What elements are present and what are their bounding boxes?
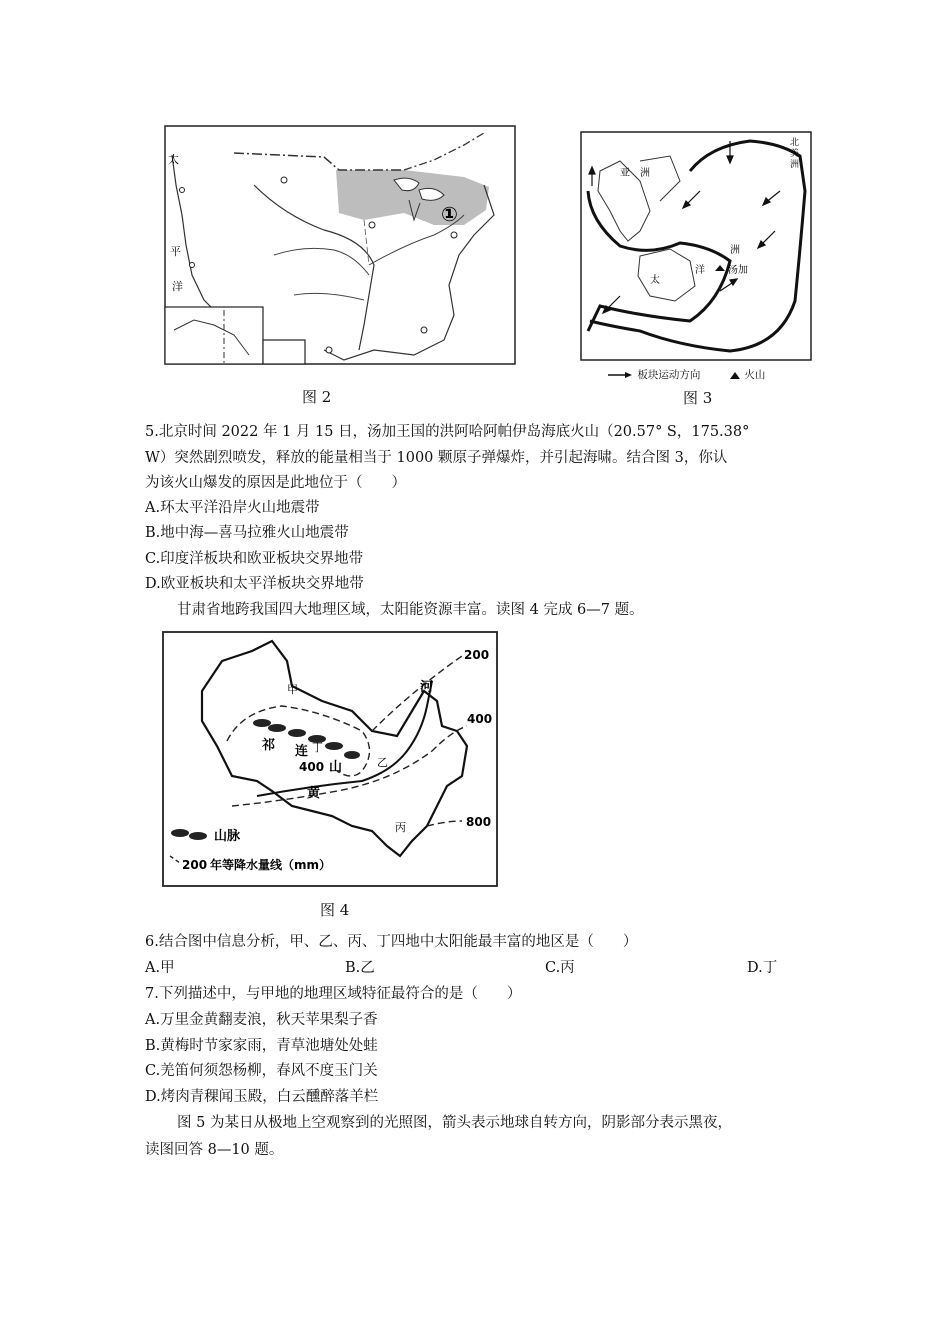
fig4-label-jia: 甲 bbox=[287, 683, 298, 696]
fig4-label-ding: 丁 bbox=[312, 741, 323, 754]
fig3-label-north: 北 bbox=[790, 138, 800, 148]
figure-3-legend bbox=[608, 367, 765, 382]
q7-option-d: D.烤肉青稞闻玉殿，白云醺醉落羊栏 bbox=[145, 1089, 379, 1105]
q7-stem: 7.下列描述中，与甲地的地理区域特征最符合的是（ ） bbox=[145, 986, 522, 1002]
legend-iso-value: 200 bbox=[182, 858, 208, 872]
fig4-label-shan: 山 bbox=[329, 760, 343, 775]
mountain-icon bbox=[171, 829, 189, 837]
fig3-label-yang: 洋 bbox=[695, 265, 705, 276]
q6-option-d: D.丁 bbox=[747, 960, 778, 976]
q5-stem-line1: 5.北京时间 2022 年 1 月 15 日，汤加王国的洪阿哈阿帕伊岛海底火山（20.57° S，175.38° bbox=[145, 424, 750, 440]
q7-option-a: A.万里金黄翻麦浪，秋天苹果梨子香 bbox=[145, 1012, 378, 1028]
intro-q8-10-line2: 读图回答 8—10 题。 bbox=[145, 1142, 284, 1158]
q6-option-b: B.乙 bbox=[345, 960, 375, 976]
q5-stem-line3: 为该火山爆发的原因是此地位于（ ） bbox=[145, 475, 406, 491]
q6-option-c: C.丙 bbox=[545, 960, 575, 976]
figure-4-map bbox=[162, 631, 498, 887]
fig4-label-bing: 丙 bbox=[395, 821, 406, 834]
q5-option-c: C.印度洋板块和欧亚板块交界地带 bbox=[145, 551, 364, 567]
figure-2-caption: 图 2 bbox=[302, 388, 332, 406]
fig4-label-yi: 乙 bbox=[377, 756, 388, 769]
fig2-label-tai: 太 bbox=[168, 153, 179, 166]
figure-3-map bbox=[580, 131, 812, 361]
fig4-label-lian: 连 bbox=[295, 744, 309, 759]
q7-option-b: B.黄梅时节家家雨，青草池塘处处蛙 bbox=[145, 1038, 378, 1054]
q5-stem-line2: W）突然剧烈喷发，释放的能量相当于 1000 颗原子弹爆炸，并引起海啸。结合图 3，你认 bbox=[145, 450, 728, 466]
fig4-label-iso400b: 400 bbox=[467, 712, 493, 726]
fig4-label-iso400a: 400 bbox=[299, 760, 325, 774]
fig4-label-iso800: 800 bbox=[466, 815, 492, 829]
fig4-label-he: 河 bbox=[420, 680, 434, 695]
figure-3-caption: 图 3 bbox=[683, 389, 713, 407]
q5-option-b: B.地中海—喜马拉雅火山地震带 bbox=[145, 525, 349, 541]
legend-plate-direction: 板块运动方向 bbox=[637, 369, 701, 381]
q5-option-a: A.环太平洋沿岸火山地震带 bbox=[145, 500, 320, 516]
intro-q6-7: 甘肃省地跨我国四大地理区域，太阳能资源丰富。读图 4 完成 6—7 题。 bbox=[177, 602, 644, 618]
fig3-label-zhou: 洲 bbox=[790, 160, 800, 170]
fig4-label-huang: 黄 bbox=[307, 786, 321, 801]
fig3-label-tonga: 汤加 bbox=[728, 265, 748, 276]
intro-q8-10-line1: 图 5 为某日从极地上空观察到的光照图，箭头表示地球自转方向，阴影部分表示黑夜， bbox=[177, 1115, 732, 1131]
fig4-label-qi: 祁 bbox=[262, 738, 276, 753]
figure-2-map bbox=[164, 125, 516, 365]
legend-iso-text: 年等降水量线（mm） bbox=[210, 858, 332, 872]
fig3-label-zhou2: 洲 bbox=[730, 245, 740, 256]
fig4-label-iso200: 200 bbox=[464, 648, 490, 662]
figure-4-caption: 图 4 bbox=[320, 901, 350, 919]
legend-volcano: 火山 bbox=[744, 369, 766, 381]
plate-arrow-icon bbox=[608, 370, 634, 380]
q6-option-a: A.甲 bbox=[145, 960, 175, 976]
q6-stem: 6.结合图中信息分析，甲、乙、丙、丁四地中太阳能最丰富的地区是（ ） bbox=[145, 934, 638, 950]
fig2-label-yang: 洋 bbox=[172, 280, 183, 293]
legend-mountain: 山脉 bbox=[214, 829, 241, 844]
fig3-label-tai: 太 bbox=[650, 275, 660, 286]
q7-option-c: C.羌笛何须怨杨柳，春风不度玉门关 bbox=[145, 1063, 378, 1079]
volcano-icon bbox=[729, 371, 741, 380]
fig2-marker-1: ① bbox=[441, 202, 458, 226]
q5-option-d: D.欧亚板块和太平洋板块交界地带 bbox=[145, 576, 364, 592]
fig3-label-america: 美 bbox=[790, 149, 800, 159]
fig2-label-ping: 平 bbox=[170, 245, 181, 258]
fig3-label-asia: 亚 洲 bbox=[620, 168, 650, 179]
